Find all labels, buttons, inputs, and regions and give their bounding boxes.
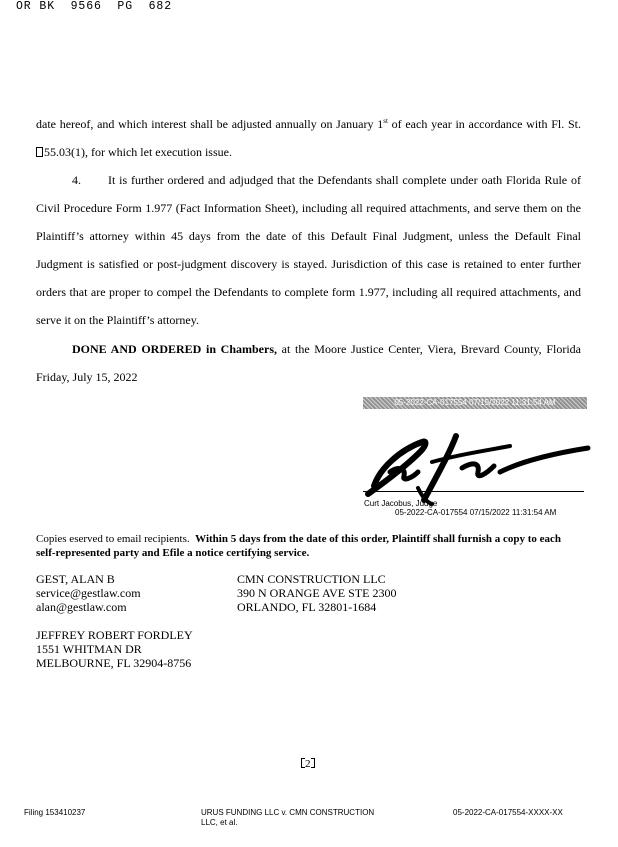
footer-case-title (201, 808, 374, 828)
body-line-1-text-end: of each year in accordance with Fl. St. (387, 117, 581, 131)
footer-case-number: 05-2022-CA-017554-XXXX-XX (453, 808, 563, 817)
paragraph-4-line-1: It is further ordered and adjudged that the Defendants shall complete under oath Florida Rule of (108, 173, 581, 187)
paragraph-4-line-2: Civil Procedure Form 1.977 (Fact Information Sheet), including all required attachments, and serve them on the (36, 201, 581, 215)
page-number (301, 758, 315, 770)
paragraph-4-line-4: Judgment is satisfied or post-judgment discovery is stayed. Jurisdiction of this case is retained to enter further (36, 257, 581, 271)
recipient-email-link[interactable]: service@gestlaw.com (36, 586, 141, 600)
recipient-address-line: MELBOURNE, FL 32904-8756 (36, 656, 192, 670)
done-and-ordered-line (72, 342, 581, 357)
done-and-ordered-location: at the Moore Justice Center, Viera, Brevard County, Florida (277, 342, 581, 356)
service-requirement: Within 5 days from the date of this order, Plaintiff shall furnish a copy to each self-represented party and Efile a notice certifying service. (36, 533, 562, 559)
bracket-icon (311, 758, 315, 768)
body-line-2 (36, 145, 232, 160)
recipient-gest (36, 572, 141, 614)
copies-notice (36, 532, 571, 560)
signer-name: Curt Jacobus, Judge (364, 499, 438, 508)
body-line-2-text: 55.03(1), for which let execution issue. (44, 145, 232, 159)
order-date: Friday, July 15, 2022 (36, 370, 138, 384)
signer-timestamp: 05-2022-CA-017554 07/15/2022 11:31:54 AM (395, 508, 557, 517)
page-number-value: 2 (305, 758, 311, 770)
signature-line (363, 491, 584, 492)
footer-filing-number: Filing 153410237 (24, 808, 86, 817)
done-and-ordered-heading: DONE AND ORDERED in Chambers, (72, 342, 277, 356)
paragraph-4-line-5: orders that are proper to compel the Defendants to complete form 1.977, including all required attachments, and (36, 285, 581, 299)
recipient-address-line: 1551 WHITMAN DR (36, 642, 142, 656)
ordinal-suffix: st (383, 117, 388, 125)
paragraph-4-line-3: Plaintiff’s attorney within 45 days from the date of this Default Final Judgment, unless the Default Final (36, 229, 581, 243)
electronic-seal: 05-2022-CA-017554 07/15/2022 11:31:54 AM (363, 397, 587, 409)
footer-case-title-line: URUS FUNDING LLC v. CMN CONSTRUCTION (201, 808, 375, 817)
body-line-1-text: date hereof, and which interest shall be adjusted annually on January 1 (36, 117, 384, 131)
copies-lead: Copies eserved to email recipients. (36, 533, 190, 545)
recipient-name: GEST, ALAN B (36, 572, 115, 586)
recipient-address-line: ORLANDO, FL 32801-1684 (237, 600, 377, 614)
paragraph-number: 4. (72, 173, 81, 187)
footer-case-title-line: LLC, et al. (201, 818, 238, 827)
official-records-stamp: OR BK 9566 PG 682 (16, 0, 173, 13)
recipient-address-line: 390 N ORANGE AVE STE 2300 (237, 586, 397, 600)
section-symbol-icon (36, 147, 43, 157)
recipient-name: CMN CONSTRUCTION LLC (237, 572, 386, 586)
recipient-fordley (36, 628, 193, 670)
recipient-name: JEFFREY ROBERT FORDLEY (36, 628, 193, 642)
paragraph-4-line-6: serve it on the Plaintiff’s attorney. (36, 313, 199, 327)
recipient-email-link[interactable]: alan@gestlaw.com (36, 600, 127, 614)
body-line-1 (36, 117, 581, 132)
signature-image (360, 428, 592, 508)
recipient-cmn (237, 572, 396, 614)
